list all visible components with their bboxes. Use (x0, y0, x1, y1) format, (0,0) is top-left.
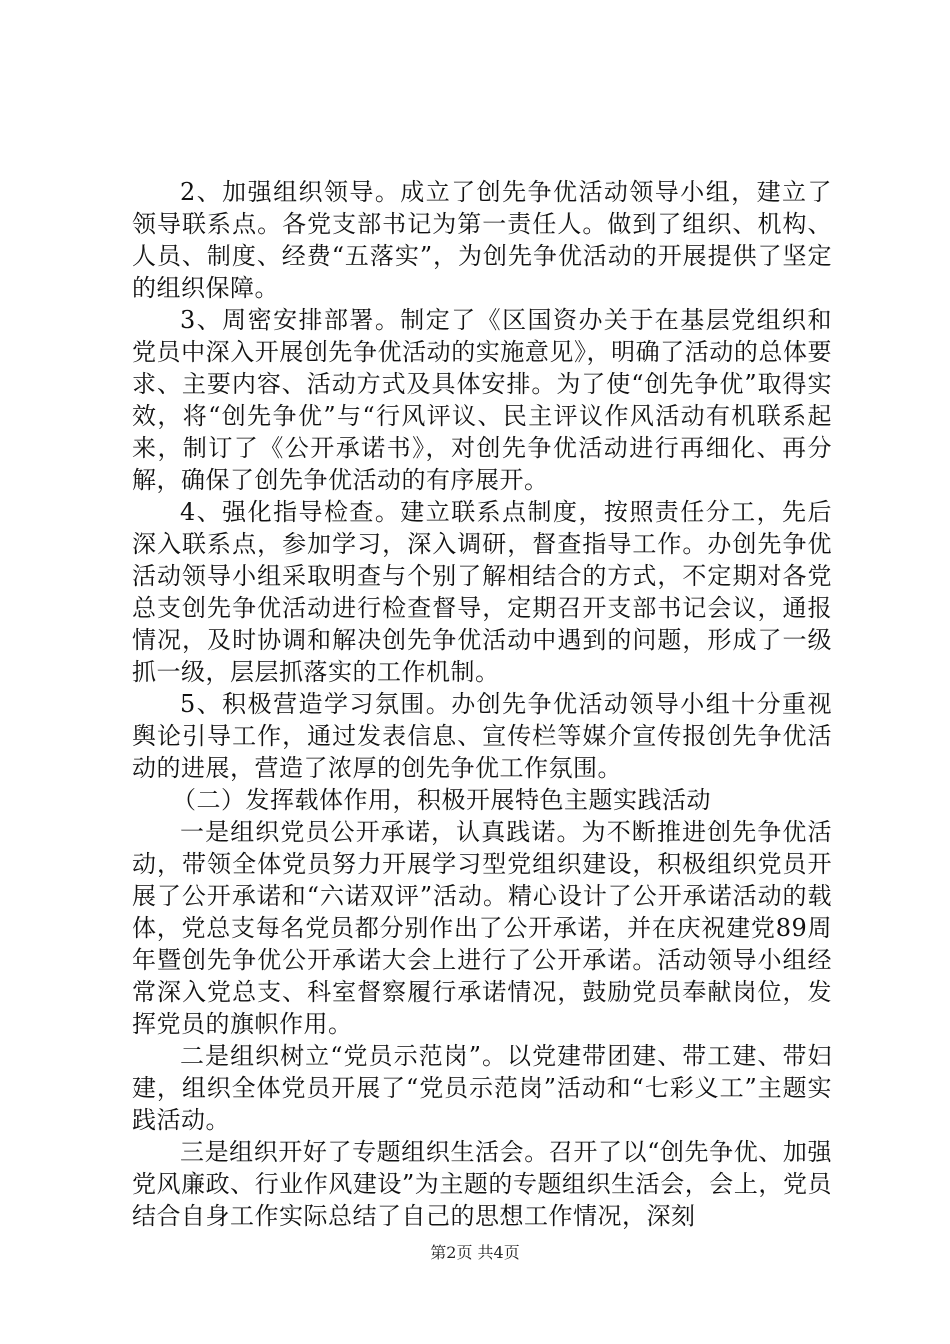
paragraph-public-commitment: 一是组织党员公开承诺，认真践诺。为不断推进创先争优活动，带领全体党员努力开展学习型党组织建设，积极组织党员开展了公开承诺和“六诺双评”活动。精心设计了公开承诺活动的载体，党总支每名党员都分别作出了公开承诺，并在庆祝建党89周年暨创先争优公开承诺大会上进行了公开承诺。活动领导小组经常深入党总支、科室督察履行承诺情况，鼓励党员奉献岗位，发挥党员的旗帜作用。 (132, 818, 832, 1038)
paragraph-model-post: 二是组织树立“党员示范岗”。以党建带团建、带工建、带妇建，组织全体党员开展了“党员示范岗”活动和“七彩义工”主题实践活动。 (132, 1042, 832, 1134)
paragraph-arrange-deployment: 3、周密安排部署。制定了《区国资办关于在基层党组织和党员中深入开展创先争优活动的实施意见》，明确了活动的总体要求、主要内容、活动方式及具体安排。为了使“创先争优”取得实效，将“创先争优”与“行风评议、民主评议作风活动有机联系起来，制订了《公开承诺书》，对创先争优活动进行再细化、再分解，确保了创先争优活动的有序展开。 (132, 306, 832, 494)
paragraph-guidance-inspection: 4、强化指导检查。建立联系点制度，按照责任分工，先后深入联系点，参加学习，深入调研，督查指导工作。办创先争优活动领导小组采取明查与个别了解相结合的方式，不定期对各党总支创先争优活动进行检查督导，定期召开支部书记会议，通报情况，及时协调和解决创先争优活动中遇到的问题，形成了一级抓一级，层层抓落实的工作机制。 (132, 498, 832, 686)
section-heading-carrier-role: （二）发挥载体作用，积极开展特色主题实践活动 (172, 786, 711, 814)
paragraph-life-meeting: 三是组织开好了专题组织生活会。召开了以“创先争优、加强党风廉政、行业作风建设”为主题的专题组织生活会，会上，党员结合自身工作实际总结了自己的思想工作情况，深刻 (132, 1138, 832, 1230)
document-body (132, 176, 832, 1232)
paragraph-strengthen-leadership: 2、加强组织领导。成立了创先争优活动领导小组，建立了领导联系点。各党支部书记为第一责任人。做到了组织、机构、人员、制度、经费“五落实”，为创先争优活动的开展提供了坚定的组织保障。 (132, 178, 832, 302)
page-number-footer: 第2页 共4页 (430, 1243, 520, 1262)
paragraph-learning-atmosphere: 5、积极营造学习氛围。办创先争优活动领导小组十分重视舆论引导工作，通过发表信息、宣传栏等媒介宣传报创先争优活动的进展，营造了浓厚的创先争优工作氛围。 (132, 690, 832, 782)
